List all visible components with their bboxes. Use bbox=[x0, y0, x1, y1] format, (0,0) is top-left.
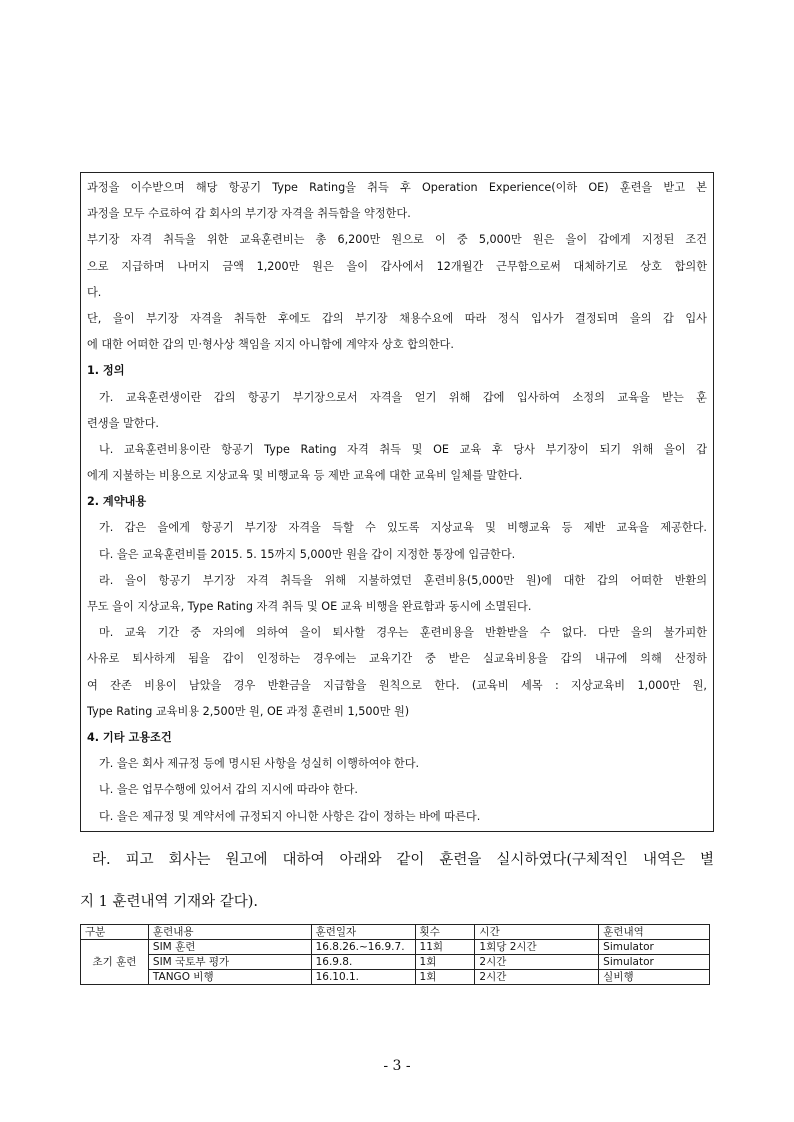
contract-line: 2. 계약내용 bbox=[87, 495, 147, 509]
paragraph-line-2: 지 1 훈련내역 기재와 같다). bbox=[80, 894, 258, 910]
contract-line: 무도 을이 지상교육, Type Rating 자격 취득 및 OE 교육 비행을 완료함과 동시에 소멸된다. bbox=[87, 600, 532, 613]
contract-line: 사유로 퇴사하게 됨을 갑이 인정하는 경우에는 교육기간 중 받은 실교육비용을 갑의 내규에 의해 산정하 bbox=[87, 652, 707, 666]
contract-line: 으로 지급하며 나머지 금액 1,200만 원은 을이 갑사에서 12개월간 근무함으로써 대체하기로 상호 합의한 bbox=[87, 259, 707, 273]
table-header-row bbox=[81, 925, 710, 940]
table-cell: 실비행 bbox=[599, 970, 710, 985]
table-cell: 16.9.8. bbox=[311, 955, 415, 970]
group-label: 초기 훈련 bbox=[81, 940, 149, 985]
table-cell: 2시간 bbox=[475, 955, 599, 970]
header-content: 훈련내용 bbox=[148, 925, 311, 940]
table-cell: TANGO 비행 bbox=[148, 970, 311, 985]
table-cell: 11회 bbox=[415, 940, 475, 955]
header-detail: 훈련내역 bbox=[599, 925, 710, 940]
contract-line: 과정을 모두 수료하여 갑 회사의 부기장 자격을 취득함을 약정한다. bbox=[87, 207, 411, 221]
contract-line: 1. 정의 bbox=[87, 364, 125, 378]
contract-line: 가. 갑은 을에게 항공기 부기장 자격을 득할 수 있도록 지상교육 및 비행교육 등 제반 교육을 제공한다. bbox=[99, 521, 707, 535]
table-cell: SIM 국토부 평가 bbox=[148, 955, 311, 970]
contract-line: 과정을 이수받으며 해당 항공기 Type Rating을 취득 후 Operation Experience(이하 OE) 훈련을 받고 본 bbox=[87, 181, 707, 194]
table-row bbox=[81, 955, 710, 970]
contract-line: 마. 교육 기간 중 자의에 의하여 을이 퇴사할 경우는 훈련비용을 반환받을 수 없다. 다만 을의 불가피한 bbox=[99, 626, 707, 640]
paragraph-line-1: 라. 피고 회사는 원고에 대하여 아래와 같이 훈련을 실시하였다(구체적인 내역은 별 bbox=[92, 852, 714, 868]
table-row bbox=[81, 940, 710, 955]
table-cell: Simulator bbox=[599, 955, 710, 970]
contract-line: 라. 을이 항공기 부기장 자격 취득을 위해 지불하였던 훈련비용(5,000만 원)에 대한 갑의 어떠한 반환의 bbox=[99, 573, 707, 587]
training-table bbox=[80, 924, 710, 985]
header-time: 시간 bbox=[475, 925, 599, 940]
contract-line: 가. 을은 회사 제규정 등에 명시된 사항을 성실히 이행하여야 한다. bbox=[99, 757, 420, 771]
contract-line: 여 잔존 비용이 남았을 경우 반환금을 지급함을 원칙으로 한다. (교육비 세목 : 지상교육비 1,000만 원, bbox=[87, 678, 707, 692]
contract-line: 에게 지불하는 비용으로 지상교육 및 비행교육 등 제반 교육에 대한 교육비 일체를 말한다. bbox=[87, 469, 523, 483]
contract-line: 부기장 자격 취득을 위한 교육훈련비는 총 6,200만 원으로 이 중 5,000만 원은 을이 갑에게 지정된 조건 bbox=[87, 233, 707, 247]
contract-line: 다. 을은 교육훈련비를 2015. 5. 15까지 5,000만 원을 갑이 지정한 통장에 입금한다. bbox=[99, 547, 516, 561]
table-cell: 1회 bbox=[415, 970, 475, 985]
contract-line: 에 대한 어떠한 갑의 민·형사상 책임을 지지 아니함에 계약자 상호 합의한다. bbox=[87, 338, 454, 352]
contract-line: 단, 을이 부기장 자격을 취득한 후에도 갑의 부기장 채용수요에 따라 정식 입사가 결정되며 을의 갑 입사 bbox=[87, 311, 707, 325]
table-cell: SIM 훈련 bbox=[148, 940, 311, 955]
contract-line: 다. 을은 제규정 및 계약서에 규정되지 아니한 사항은 갑이 정하는 바에 따른다. bbox=[99, 809, 481, 823]
header-category: 구분 bbox=[81, 925, 149, 940]
contract-line: 다. bbox=[87, 285, 102, 299]
table-cell: 2시간 bbox=[475, 970, 599, 985]
contract-line: 나. 교육훈련비용이란 항공기 Type Rating 자격 취득 및 OE 교육 후 당사 부기장이 되기 위해 을이 갑 bbox=[99, 442, 707, 456]
table-cell: 16.8.26.~16.9.7. bbox=[311, 940, 415, 955]
contract-line: 4. 기타 고용조건 bbox=[87, 730, 172, 744]
contract-line: 련생을 말한다. bbox=[87, 416, 159, 430]
header-count: 횟수 bbox=[415, 925, 475, 940]
contract-line: 가. 교육훈련생이란 갑의 항공기 부기장으로서 자격을 얻기 위해 갑에 입사하여 소정의 교육을 받는 훈 bbox=[99, 390, 707, 404]
contract-line: Type Rating 교육비용 2,500만 원, OE 과정 훈련비 1,500만 원) bbox=[87, 704, 410, 718]
contract-excerpt-box bbox=[80, 172, 714, 832]
table-cell: 1회당 2시간 bbox=[475, 940, 599, 955]
contract-line: 나. 을은 업무수행에 있어서 갑의 지시에 따라야 한다. bbox=[99, 783, 358, 797]
table-row bbox=[81, 970, 710, 985]
page-number: - 3 - bbox=[383, 1058, 411, 1074]
table-cell: 1회 bbox=[415, 955, 475, 970]
table-cell: Simulator bbox=[599, 940, 710, 955]
header-date: 훈련일자 bbox=[311, 925, 415, 940]
table-cell: 16.10.1. bbox=[311, 970, 415, 985]
